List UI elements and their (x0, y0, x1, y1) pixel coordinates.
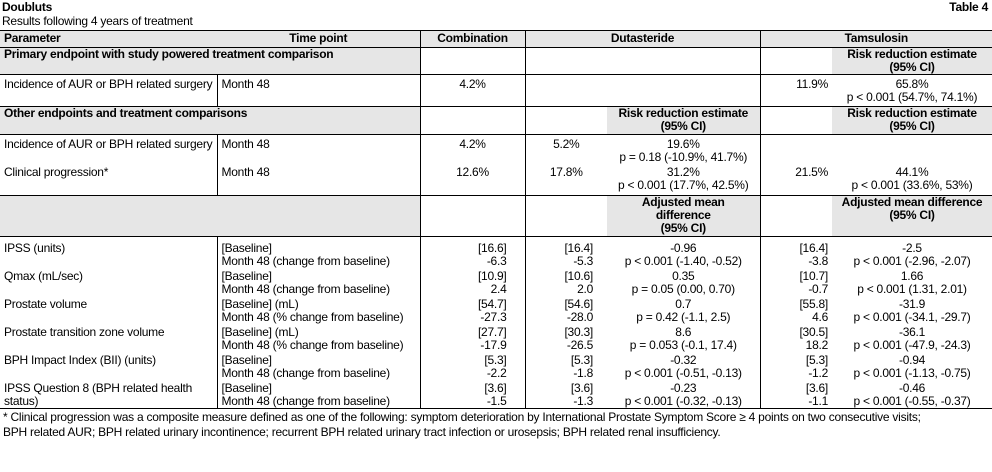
row-parameter (0, 268, 217, 296)
row-tamsulosin-estimate-line: p < 0.001 (-34.1, -29.7) (853, 310, 971, 324)
row-tamsulosin-value-line: [55.8] (799, 297, 828, 311)
row-dutasteride-value-line: -5.3 (573, 254, 593, 268)
row-time-point (217, 296, 420, 324)
row-combination-value-line: -27.3 (480, 310, 507, 324)
row-parameter-line (4, 283, 213, 296)
row-dutasteride-value (525, 268, 607, 296)
primary-tams-cell (760, 48, 832, 75)
row-tamsulosin-estimate (832, 75, 992, 107)
other-tams-label-1: Risk reduction estimate (847, 106, 977, 120)
adjusted-duta-cell (525, 196, 607, 237)
row-dutasteride-estimate (607, 135, 760, 165)
row-time-point: Month 48 (217, 135, 420, 165)
row-tamsulosin-value-line: -0.7 (808, 282, 828, 296)
row-dutasteride-value-line: 2.0 (577, 282, 593, 296)
row-dutasteride-value-line: [30.3] (564, 325, 593, 339)
row-dutasteride-estimate (607, 324, 760, 352)
row-tamsulosin-value-line: [5.3] (805, 353, 828, 367)
adjusted-duta-label-2: difference (655, 208, 711, 222)
other-tams-estimate-label (832, 107, 992, 135)
row-tamsulosin-value (760, 380, 832, 408)
table-row (0, 380, 992, 408)
row-time-point-line: [Baseline] (mL) (221, 297, 299, 311)
row-parameter (0, 237, 217, 269)
row-parameter-line: IPSS (units) (4, 241, 66, 255)
row-combination-value-line: [16.6] (477, 241, 507, 255)
row-time-point-line: Month 48 (change from baseline) (221, 254, 390, 268)
other-duta-cell (525, 107, 607, 135)
row-dutasteride-value-line: -1.8 (573, 366, 593, 380)
tamsulosin-estimate-value: 65.8% (895, 77, 929, 91)
table-row (0, 268, 992, 296)
row-time-point-line: Month 48 (change from baseline) (221, 366, 390, 380)
row-dutasteride-value-line: [10.6] (564, 269, 593, 283)
row-dutasteride-value (525, 324, 607, 352)
adjusted-duta-label (607, 196, 760, 237)
column-header-tamsulosin: Tamsulosin (760, 31, 992, 48)
row-dutasteride-value (525, 352, 607, 380)
row-parameter (0, 324, 217, 352)
row-tamsulosin-estimate (832, 164, 992, 196)
row-tamsulosin-value-line: 4.6 (812, 310, 828, 324)
row-tamsulosin-value (760, 324, 832, 352)
row-time-point-line: Month 48 (change from baseline) (221, 394, 390, 408)
row-tamsulosin-estimate-line: -31.9 (898, 297, 926, 311)
primary-section-row (0, 48, 992, 75)
row-combination-value: 4.2% (420, 135, 525, 165)
row-combination-value-line: [3.6] (484, 381, 507, 395)
row-dutasteride-estimate-line: p < 0.001 (-1.40, -0.52) (624, 254, 742, 268)
table-header (0, 0, 992, 30)
table-row (0, 164, 992, 196)
row-tamsulosin-value-line: [10.7] (799, 269, 828, 283)
row-tamsulosin-value-line: -3.8 (808, 254, 828, 268)
row-tamsulosin-estimate-line: p < 0.001 (-47.9, -24.3) (853, 338, 971, 352)
table-number: Table 4 (949, 0, 988, 14)
row-time-point (217, 237, 420, 269)
row-dutasteride-estimate-line: -0.96 (670, 241, 697, 255)
row-dutasteride-value: 17.8% (525, 164, 607, 196)
adjusted-tams-label (832, 196, 992, 237)
other-combo-cell (420, 107, 525, 135)
row-dutasteride-value-line: -26.5 (566, 338, 593, 352)
row-time-point-line: [Baseline] (221, 381, 272, 395)
column-header-combination: Combination (420, 31, 525, 48)
row-tamsulosin-estimate (832, 237, 992, 269)
row-combination-value (420, 352, 525, 380)
row-tamsulosin-estimate-line: p < 0.001 (1.31, 2.01) (857, 282, 967, 296)
column-header-dutasteride: Dutasteride (525, 31, 760, 48)
row-dutasteride-estimate (607, 237, 760, 269)
row-tamsulosin-estimate-line: p < 0.001 (-2.96, -2.07) (853, 254, 971, 268)
row-dutasteride-estimate-line: 0.35 (672, 269, 695, 283)
row-dutasteride-estimate-line: -0.32 (670, 353, 697, 367)
row-dutasteride-estimate-line: 0.7 (675, 297, 692, 311)
row-combination-value: 4.2% (420, 75, 525, 107)
tamsulosin-estimate-ci: p < 0.001 (54.7%, 74.1%) (846, 90, 978, 104)
row-parameter-line (4, 367, 213, 380)
row-combination-value-line: [5.3] (484, 353, 507, 367)
row-tamsulosin-estimate (832, 296, 992, 324)
other-tams-label-2: (95% CI) (889, 119, 935, 133)
primary-combo-cell (420, 48, 525, 75)
row-dutasteride-empty (525, 75, 760, 107)
row-tamsulosin-estimate-line: -0.46 (898, 381, 926, 395)
other-section-row (0, 107, 992, 135)
row-tamsulosin-value-line: 18.2 (805, 338, 828, 352)
row-dutasteride-value-line: [5.3] (570, 353, 593, 367)
table-row (0, 352, 992, 380)
row-time-point-line: Month 48 (change from baseline) (221, 282, 390, 296)
footnote-line-1: * Clinical progression was a composite measure defined as one of the following: symptom deterioration by International Prostate Symptom Score ≥ 4 points on two consecutive visits; (3, 410, 921, 424)
document-subtitle: Results following 4 years of treatment (2, 14, 193, 28)
row-dutasteride-estimate-line: p < 0.001 (-0.32, -0.13) (624, 394, 742, 408)
dutasteride-estimate-ci: p = 0.18 (-10.9%, 41.7%) (619, 150, 748, 164)
row-time-point-line: [Baseline] (221, 353, 272, 367)
row-dutasteride-value-line: -1.3 (573, 394, 593, 408)
row-dutasteride-estimate-line: p = 0.42 (-1.1, 2.5) (636, 310, 731, 324)
row-tamsulosin-value-line: [30.5] (799, 325, 828, 339)
row-tamsulosin-estimate (832, 352, 992, 380)
other-duta-estimate-label (607, 107, 760, 135)
row-combination-value-line: -6.3 (486, 254, 507, 268)
row-combination-value-line: -1.5 (486, 394, 507, 408)
footnote-line-2: BPH related AUR; BPH related urinary incontinence; recurrent BPH related urinary tract infection or urosepsis; BPH related renal insufficiency. (3, 425, 721, 439)
primary-estimate-label-1: Risk reduction estimate (847, 47, 977, 61)
row-parameter-line (4, 255, 213, 268)
table-row (0, 324, 992, 352)
row-dutasteride-estimate-line: p = 0.05 (0.00, 0.70) (631, 282, 735, 296)
other-duta-label-2: (95% CI) (660, 119, 706, 133)
dutasteride-estimate-ci: p < 0.001 (17.7%, 42.5%) (618, 178, 749, 192)
row-combination-value (420, 268, 525, 296)
row-tamsulosin-value-line: -1.2 (808, 366, 828, 380)
row-time-point-line: [Baseline] (221, 269, 272, 283)
row-parameter-line: Qmax (mL/sec) (4, 269, 83, 283)
row-dutasteride-value-line: [54.6] (564, 297, 593, 311)
row-tamsulosin-value-line: -1.1 (808, 394, 828, 408)
row-combination-value-line: 2.4 (490, 282, 507, 296)
adjusted-section-row (0, 196, 992, 237)
adjusted-duta-label-1: Adjusted mean (641, 195, 725, 209)
document-title: Doubluts (2, 0, 52, 14)
column-header-parameter: Parameter (4, 31, 61, 45)
row-parameter (0, 296, 217, 324)
row-tamsulosin-estimate-line: p < 0.001 (-1.13, -0.75) (853, 366, 971, 380)
row-parameter-line (4, 339, 213, 352)
row-dutasteride-value (525, 237, 607, 269)
row-tamsulosin-estimate (832, 380, 992, 408)
row-dutasteride-estimate (607, 164, 760, 196)
row-tamsulosin-value (760, 237, 832, 269)
row-dutasteride-estimate-line: p = 0.053 (-0.1, 17.4) (629, 338, 737, 352)
row-parameter-line: Prostate transition zone volume (4, 325, 165, 339)
dutasteride-estimate-value: 19.6% (666, 137, 700, 151)
row-parameter-line: IPSS Question 8 (BPH related health (4, 381, 193, 395)
table-row (0, 237, 992, 269)
row-parameter: Incidence of AUR or BPH related surgery (4, 137, 213, 151)
adjusted-combo-cell (420, 196, 525, 237)
dutasteride-estimate-value: 31.2% (666, 165, 700, 179)
row-tamsulosin-value (760, 135, 832, 165)
table-row (0, 135, 992, 165)
row-parameter-line (4, 311, 213, 324)
row-dutasteride-estimate-line: 8.6 (675, 325, 692, 339)
row-combination-value (420, 380, 525, 408)
row-time-point (217, 268, 420, 296)
adjusted-section-blank (0, 196, 420, 237)
row-parameter (0, 352, 217, 380)
row-tamsulosin-value: 21.5% (760, 164, 832, 196)
row-tamsulosin-estimate (832, 135, 992, 165)
primary-section-heading: Primary endpoint with study powered treatment comparison (0, 48, 420, 75)
row-parameter: Incidence of AUR or BPH related surgery (4, 77, 213, 91)
row-dutasteride-value-line: [16.4] (564, 241, 593, 255)
row-combination-value-line: -2.2 (486, 366, 507, 380)
tamsulosin-estimate-ci: p < 0.001 (33.6%, 53%) (851, 178, 973, 192)
row-combination-value: 12.6% (420, 164, 525, 196)
row-parameter (0, 380, 217, 408)
row-tamsulosin-value-line: [3.6] (805, 381, 828, 395)
primary-estimate-label-2: (95% CI) (889, 60, 935, 74)
row-tamsulosin-estimate-line: p < 0.001 (-0.55, -0.37) (853, 394, 971, 408)
row-parameter-line: Prostate volume (4, 297, 87, 311)
row-combination-value-line: [10.9] (477, 269, 507, 283)
row-time-point: Month 48 (217, 75, 420, 107)
row-tamsulosin-value-line: [16.4] (799, 241, 828, 255)
row-combination-value (420, 296, 525, 324)
row-combination-value-line: [54.7] (477, 297, 507, 311)
row-time-point-line: [Baseline] (mL) (221, 325, 299, 339)
column-header-row (0, 31, 992, 48)
primary-estimate-label (832, 48, 992, 75)
row-time-point (217, 324, 420, 352)
primary-duta-cell (525, 48, 760, 75)
row-tamsulosin-value (760, 352, 832, 380)
row-tamsulosin-estimate-line: -36.1 (898, 325, 926, 339)
row-dutasteride-value: 5.2% (525, 135, 607, 165)
row-time-point (217, 380, 420, 408)
row-tamsulosin-estimate (832, 268, 992, 296)
row-tamsulosin-estimate (832, 324, 992, 352)
row-tamsulosin-value: 11.9% (760, 75, 832, 107)
column-header-time-point: Time point (289, 31, 348, 45)
row-combination-value-line: -17.9 (480, 338, 507, 352)
other-duta-label-1: Risk reduction estimate (618, 106, 749, 120)
row-tamsulosin-estimate-line: 1.66 (900, 269, 924, 283)
row-dutasteride-estimate-line: -0.23 (670, 381, 697, 395)
row-tamsulosin-value (760, 296, 832, 324)
row-time-point: Month 48 (217, 164, 420, 196)
row-dutasteride-value-line: [3.6] (570, 381, 593, 395)
row-combination-value (420, 324, 525, 352)
other-tams-cell (760, 107, 832, 135)
row-tamsulosin-value (760, 268, 832, 296)
row-dutasteride-estimate (607, 296, 760, 324)
row-dutasteride-value-line: -28.0 (566, 310, 593, 324)
table-row (0, 75, 992, 107)
results-table (0, 30, 992, 408)
row-time-point (217, 352, 420, 380)
adjusted-tams-cell (760, 196, 832, 237)
adjusted-rows (0, 237, 992, 409)
row-combination-value (420, 237, 525, 269)
footnote (0, 408, 992, 440)
row-time-point-line: [Baseline] (221, 241, 272, 255)
row-parameter-line: status) (4, 394, 39, 408)
adjusted-tams-label-1: Adjusted mean difference (841, 195, 983, 209)
row-dutasteride-estimate-line: p < 0.001 (-0.51, -0.13) (624, 366, 742, 380)
other-section-heading: Other endpoints and treatment comparisons (0, 107, 420, 135)
tamsulosin-estimate-value: 44.1% (895, 165, 929, 179)
row-dutasteride-estimate (607, 352, 760, 380)
row-tamsulosin-estimate-line: -2.5 (902, 241, 922, 255)
row-dutasteride-estimate (607, 268, 760, 296)
table-row (0, 296, 992, 324)
row-time-point-line: Month 48 (% change from baseline) (221, 310, 404, 324)
row-parameter: Clinical progression* (4, 165, 109, 179)
row-dutasteride-value (525, 296, 607, 324)
row-tamsulosin-estimate-line: -0.94 (898, 353, 926, 367)
row-combination-value-line: [27.7] (477, 325, 507, 339)
row-parameter-line: BPH Impact Index (BII) (units) (4, 353, 156, 367)
row-dutasteride-estimate (607, 380, 760, 408)
adjusted-duta-label-3: (95% CI) (660, 221, 706, 235)
adjusted-tams-label-2: (95% CI) (889, 208, 935, 222)
row-time-point-line: Month 48 (% change from baseline) (221, 338, 404, 352)
row-dutasteride-value (525, 380, 607, 408)
